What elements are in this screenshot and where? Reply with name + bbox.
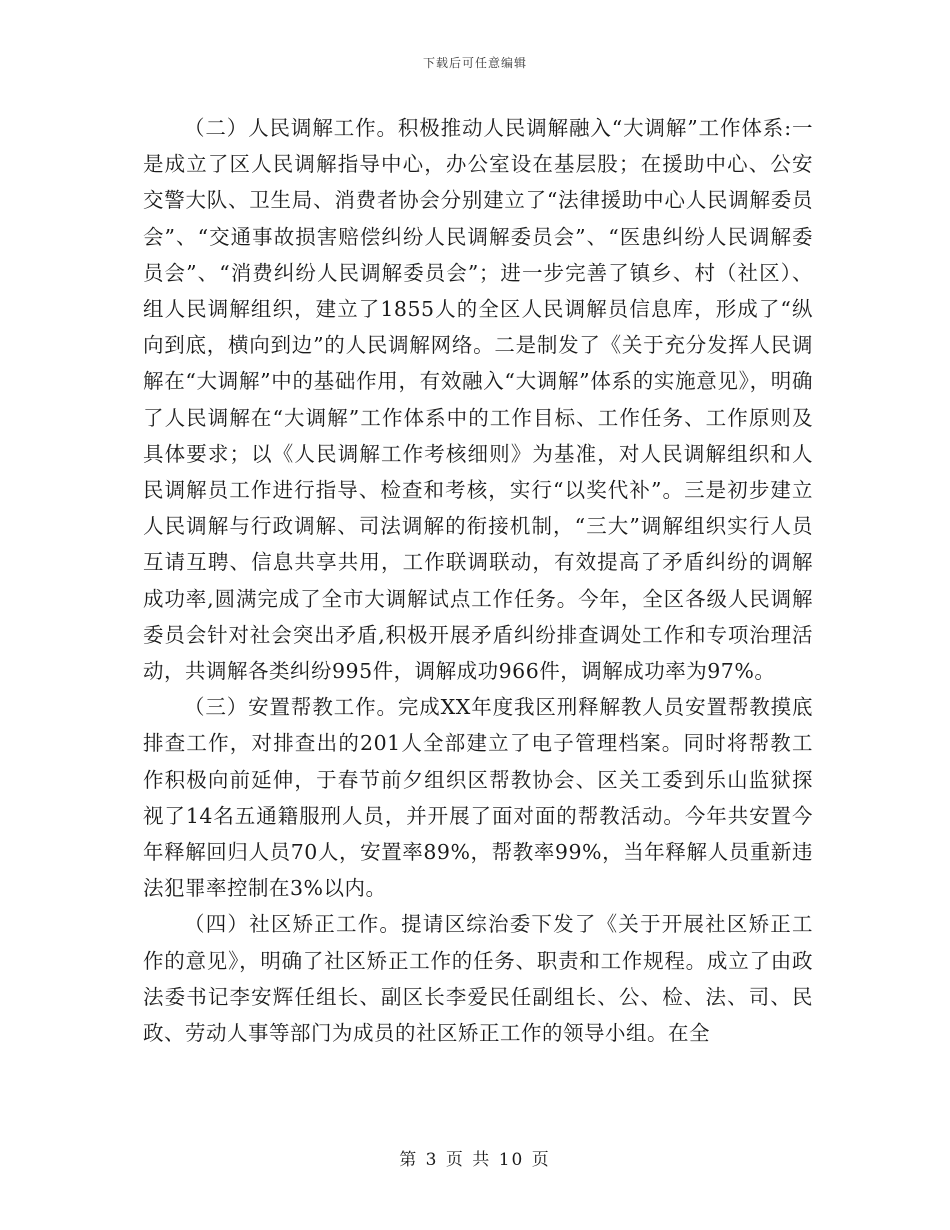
page-number: 第 3 页 共 10 页 — [399, 1150, 551, 1170]
paragraph-mediation: （二）人民调解工作。积极推动人民调解融入“大调解”工作体系:一是成立了区人民调解指导中心，办公室设在基层股；在援助中心、公安交警大队、卫生局、消费者协会分别建立了“法律援助中心人民调解委员会”、“交通事故损害赔偿纠纷人民调解委员会”、“医患纠纷人民调解委员会”、“消费纠纷人民调解委员会”；进一步完善了镇乡、村（社区）、组人民调解组织，建立了1855人的全区人民调解员信息库，形成了“纵向到底，横向到边”的人民调解网络。二是制发了《关于充分发挥人民调解在“大调解”中的基础作用，有效融入“大调解”体系的实施意见》，明确了人民调解在“大调解”工作体系中的工作目标、工作任务、工作原则及具体要求；以《人民调解工作考核细则》为基准，对人民调解组织和人民调解员工作进行指导、检查和考核，实行“以奖代补”。三是初步建立人民调解与行政调解、司法调解的衔接机制，“三大”调解组织实行人员互请互聘、信息共享共用，工作联调联动，有效提高了矛盾纠纷的调解成功率,圆满完成了全市大调解试点工作任务。今年，全区各级人民调解委员会针对社会突出矛盾,积极开展矛盾纠纷排查调处工作和专项治理活动，共调解各类纠纷995件，调解成功966件，调解成功率为97%。 — [143, 116, 813, 684]
document-body — [143, 110, 813, 1051]
paragraph-resettlement: （三）安置帮教工作。完成XX年度我区刑释解教人员安置帮教摸底排查工作，对排查出的201人全部建立了电子管理档案。同时将帮教工作积极向前延伸，于春节前夕组织区帮教协会、区关工委到乐山监狱探视了14名五通籍服刑人员，并开展了面对面的帮教活动。今年共安置今年释解回归人员70人，安置率89%，帮教率99%，当年释解人员重新违法犯罪率控制在3%以内。 — [143, 695, 813, 901]
paragraph-community-correction: （四）社区矫正工作。提请区综治委下发了《关于开展社区矫正工作的意见》，明确了社区矫正工作的任务、职责和工作规程。成立了由政法委书记李安辉任组长、副区长李爱民任副组长、公、检、法、司、民政、劳动人事等部门为成员的社区矫正工作的领导小组。在全 — [143, 912, 813, 1046]
page-header: 下载后可任意编辑 — [422, 56, 527, 70]
